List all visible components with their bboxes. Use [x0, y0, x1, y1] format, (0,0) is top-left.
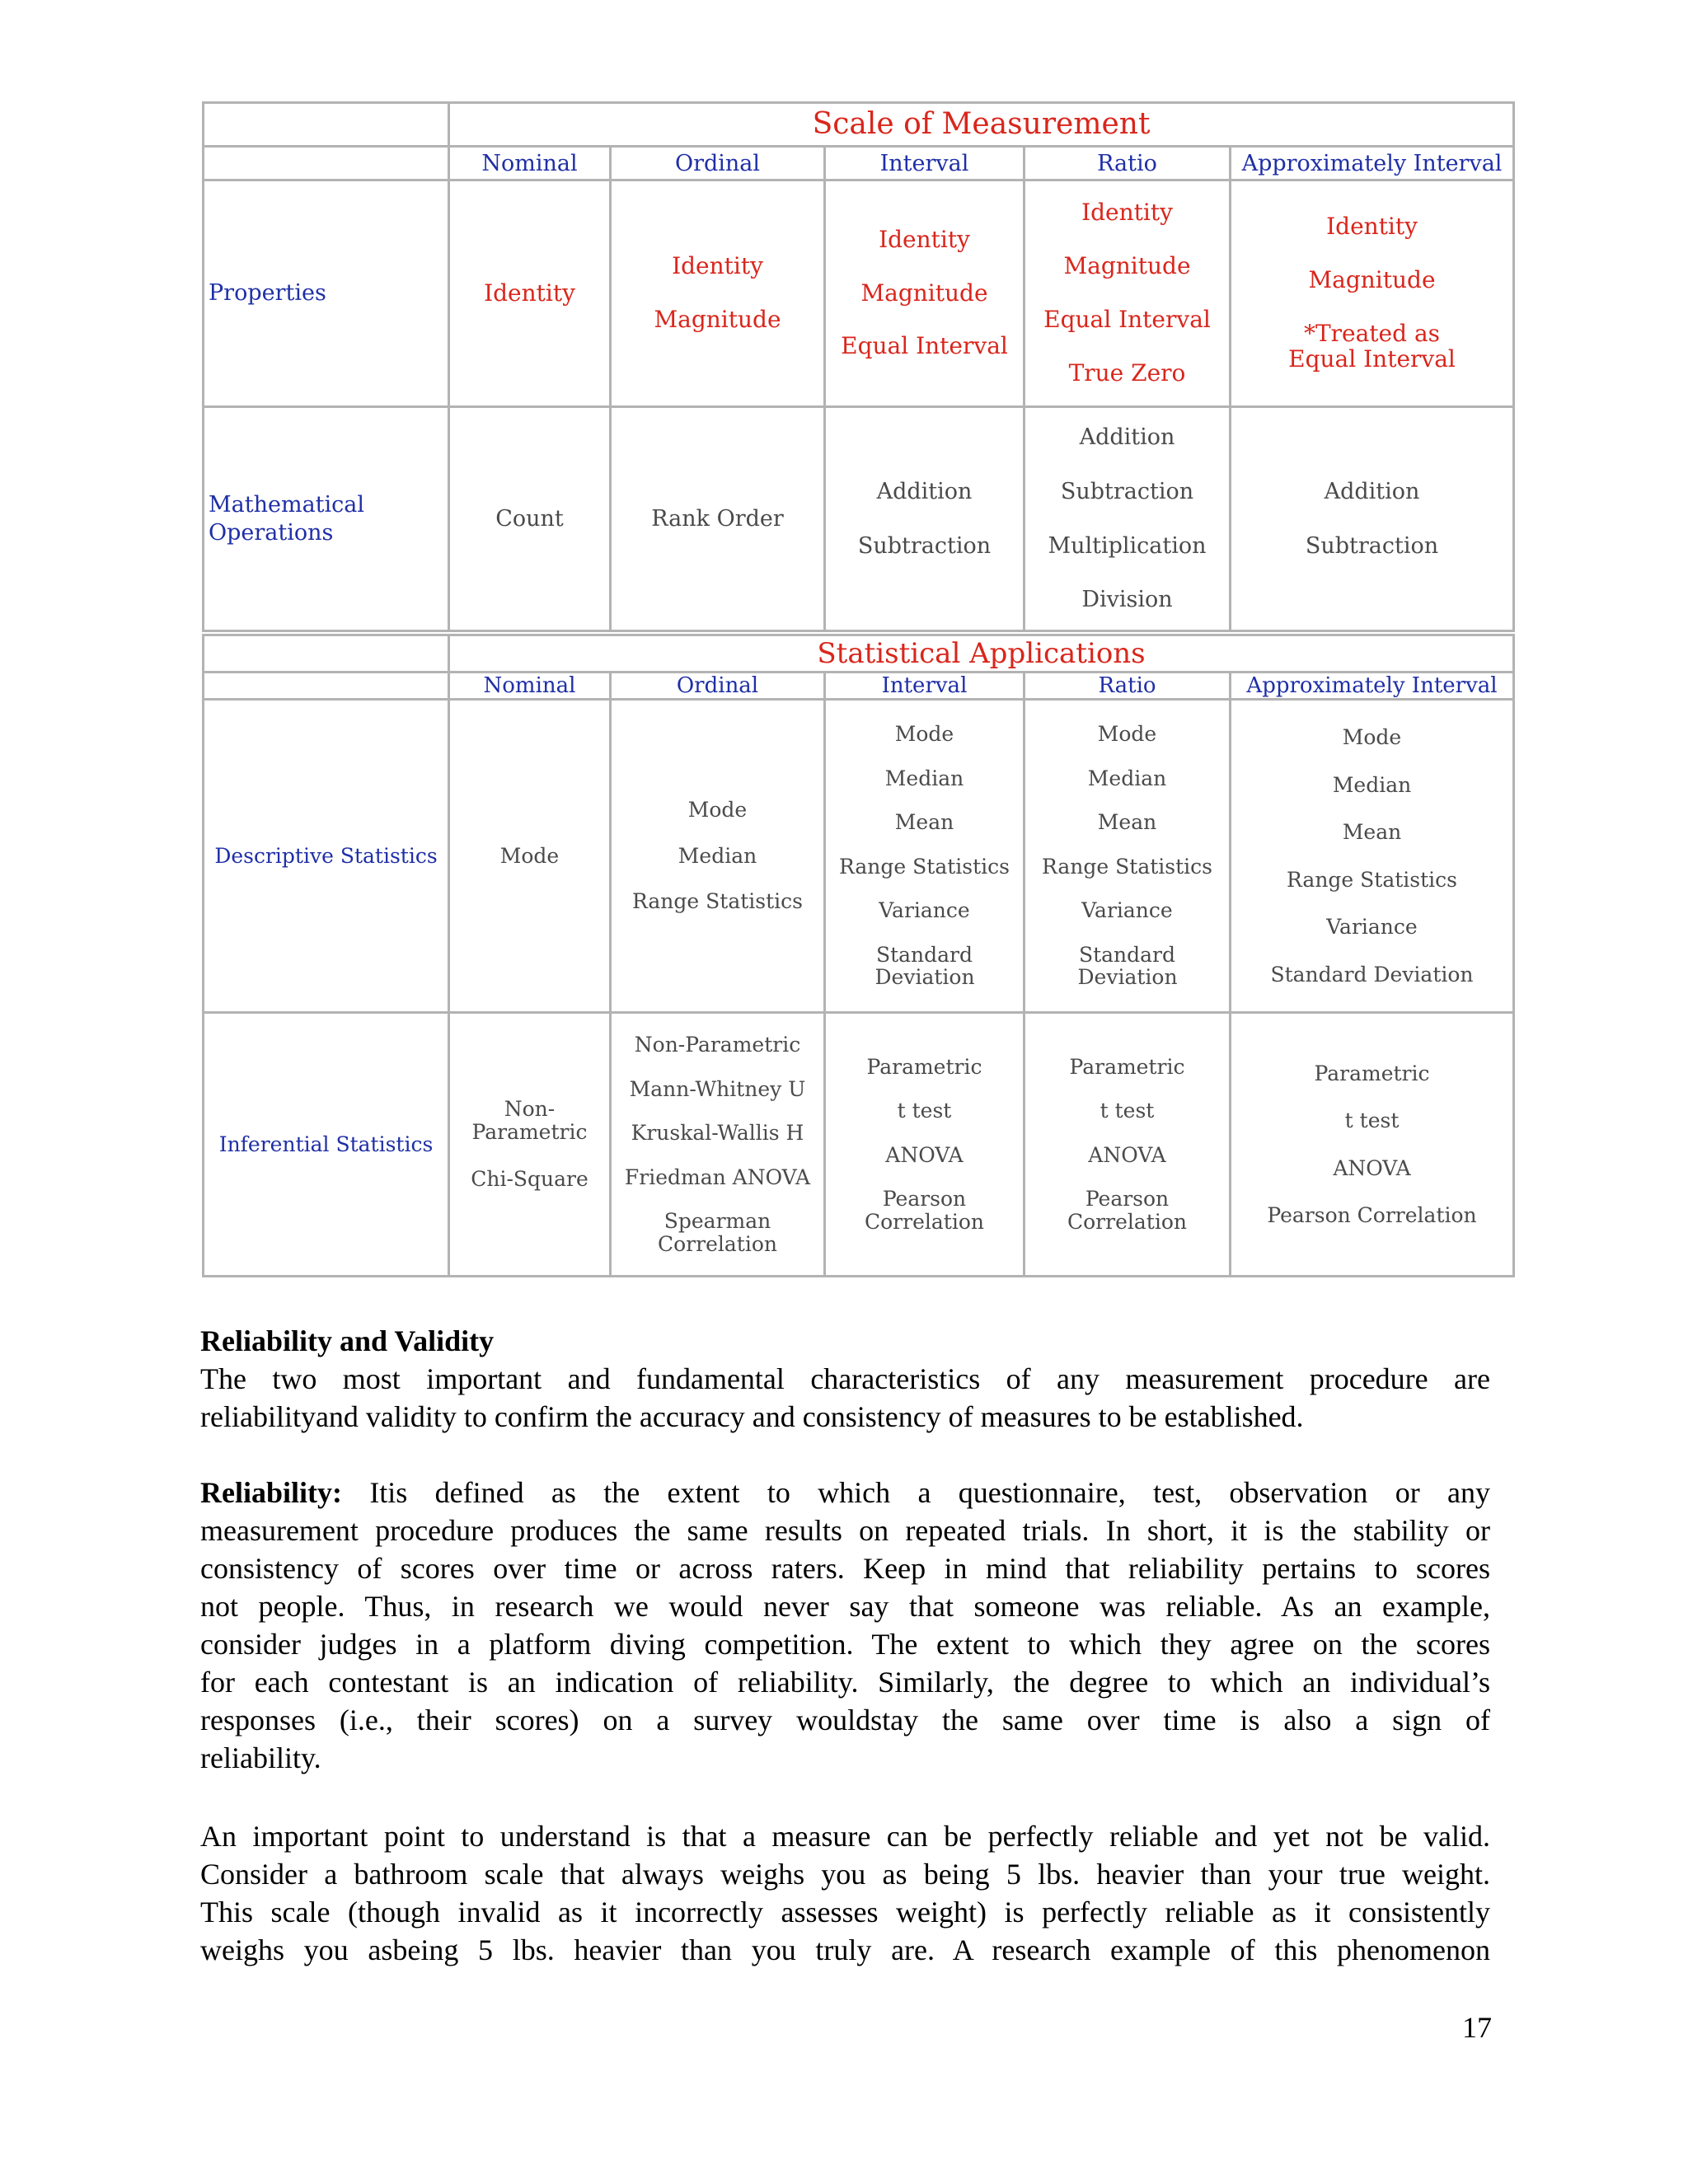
table-title: Scale of Measurement — [449, 103, 1514, 147]
cell-item: t test — [1100, 1099, 1155, 1123]
cell-item: Mean — [1097, 810, 1157, 835]
table-cell — [1231, 1013, 1514, 1277]
cell-item: Magnitude — [1063, 252, 1191, 280]
scale-of-measurement-table — [202, 101, 1515, 632]
column-header: Interval — [825, 673, 1025, 700]
page-number: 17 — [1462, 2011, 1492, 2044]
text-line: weighs you asbeing 5 lbs. heavier than you truly are. A research example of this phenomenon — [200, 1933, 1490, 1966]
text-line: An important point to understand is that a measure can be perfectly reliable and yet not be valid. — [200, 1820, 1490, 1853]
cell-item: Identity — [1081, 199, 1173, 227]
cell-item: Non-Parametric — [634, 1033, 801, 1057]
cell-item: Median — [678, 843, 757, 868]
table-row — [204, 407, 1514, 631]
cell-item: Pearson Correlation — [1267, 1203, 1477, 1227]
column-header: Ordinal — [611, 147, 825, 180]
cell-item: ANOVA — [885, 1142, 964, 1167]
cell-item: *Treated as Equal Interval — [1288, 320, 1456, 373]
section-heading: Reliability and Validity — [200, 1324, 495, 1357]
cell-item: Subtraction — [857, 532, 992, 559]
text-line: not people. Thus, in research we would never say that someone was reliable. As an example, — [200, 1590, 1490, 1623]
table-row — [204, 1013, 1514, 1277]
column-header: Interval — [825, 147, 1025, 180]
cell-item: Mean — [894, 810, 954, 835]
paragraph — [200, 1360, 1490, 1436]
table-cell — [449, 180, 611, 407]
text-line: reliability. — [200, 1741, 321, 1774]
text-line: reliabilityand validity to confirm the accuracy and consistency of measures to be established. — [200, 1400, 1304, 1433]
cell-item: Spearman Correlation — [658, 1209, 777, 1256]
table-cell — [1231, 180, 1514, 407]
table-cell — [1231, 407, 1514, 631]
cell-item: Kruskal-Wallis H — [631, 1121, 804, 1145]
cell-item: Multiplication — [1048, 532, 1207, 559]
table-cell — [825, 180, 1025, 407]
table-corner-cell — [204, 103, 449, 147]
paragraph — [200, 1817, 1490, 1969]
cell-item: Addition — [1324, 478, 1420, 504]
cell-item: Addition — [1079, 424, 1175, 451]
cell-item: Range Statistics — [1287, 867, 1457, 892]
text-line: consider judges in a platform diving competition. The extent to which they agree on the scores — [200, 1628, 1490, 1661]
statistical-applications-table — [202, 634, 1515, 1277]
cell-item: Chi-Square — [471, 1167, 588, 1192]
row-label: Descriptive Statistics — [204, 700, 449, 1013]
table-cell — [825, 700, 1025, 1013]
cell-item: Friedman ANOVA — [624, 1165, 811, 1189]
cell-item: Mode — [1097, 722, 1157, 747]
table-title: Statistical Applications — [449, 635, 1514, 673]
cell-item: Subtraction — [1060, 478, 1194, 504]
text-line — [200, 1474, 1490, 1511]
paragraph — [200, 1474, 1490, 1777]
table-cell — [449, 1013, 611, 1277]
table-cell — [825, 407, 1025, 631]
table-cell — [1231, 700, 1514, 1013]
text-line: consistency of scores over time or across raters. Keep in mind that reliability pertains to scores — [200, 1552, 1490, 1585]
column-header: Nominal — [449, 673, 611, 700]
cell-item: Variance — [1326, 915, 1418, 939]
cell-item: Parametric — [866, 1054, 982, 1079]
table-cell — [611, 1013, 825, 1277]
cell-item: Standard Deviation — [874, 942, 975, 990]
cell-item: Equal Interval — [841, 332, 1008, 360]
cell-item: Magnitude — [654, 306, 781, 333]
cell-item: Division — [1081, 587, 1173, 613]
table-cell — [449, 407, 611, 631]
table-cell — [1025, 180, 1231, 407]
text-line: responses (i.e., their scores) on a survey wouldstay the same over time is also a sign of — [200, 1704, 1490, 1736]
cell-item: Identity — [672, 252, 763, 280]
cell-item: Subtraction — [1305, 532, 1439, 559]
cell-item: Standard Deviation — [1270, 962, 1474, 987]
cell-item: Variance — [879, 898, 970, 923]
row-label: Inferential Statistics — [204, 1013, 449, 1277]
table-cell — [1025, 1013, 1231, 1277]
text-run: Itis defined as the extent to which a questionnaire, test, observation or any — [341, 1476, 1490, 1509]
cell-item: Pearson Correlation — [865, 1187, 984, 1234]
cell-item: Median — [1087, 766, 1167, 790]
cell-item: t test — [1344, 1108, 1400, 1132]
table-cell — [1025, 407, 1231, 631]
cell-item: Variance — [1081, 898, 1173, 923]
cell-item: Range Statistics — [839, 854, 1010, 879]
cell-item: Non-Parametric — [471, 1097, 588, 1144]
cell-item: Range Statistics — [632, 889, 803, 914]
cell-item: Identity — [879, 225, 970, 253]
table-row — [204, 180, 1514, 407]
cell-item: Mode — [687, 798, 748, 823]
header-corner-cell — [204, 147, 449, 180]
column-header: Ordinal — [611, 673, 825, 700]
cell-item: Parametric — [1314, 1061, 1430, 1085]
table-corner-cell — [204, 635, 449, 673]
term-label: Reliability: — [200, 1476, 342, 1509]
cell-item: Rank Order — [651, 505, 784, 532]
section-heading-block — [200, 1322, 1490, 1360]
cell-item: Magnitude — [860, 279, 988, 307]
table-cell — [611, 180, 825, 407]
cell-item: Equal Interval — [1043, 306, 1211, 333]
cell-item: Magnitude — [1308, 266, 1436, 294]
column-header: Ratio — [1025, 673, 1231, 700]
cell-item: Mode — [499, 843, 560, 868]
table-cell — [611, 700, 825, 1013]
text-line: The two most important and fundamental characteristics of any measurement procedure are — [200, 1362, 1490, 1395]
cell-item: Mann-Whitney U — [629, 1076, 806, 1101]
cell-item: Mean — [1342, 820, 1402, 844]
cell-item: Identity — [484, 279, 575, 307]
cell-item: t test — [897, 1099, 952, 1123]
cell-item: Identity — [1326, 213, 1418, 241]
cell-item: Median — [884, 766, 964, 790]
cell-item: Count — [495, 505, 564, 532]
cell-item: Range Statistics — [1042, 854, 1212, 879]
table-cell — [1025, 700, 1231, 1013]
column-header: Approximately Interval — [1231, 673, 1514, 700]
cell-item: ANOVA — [1333, 1155, 1411, 1180]
cell-item: Standard Deviation — [1077, 942, 1178, 990]
cell-item: Pearson Correlation — [1067, 1187, 1187, 1234]
column-header: Ratio — [1025, 147, 1231, 180]
table-cell — [611, 407, 825, 631]
row-label: Properties — [204, 180, 449, 407]
column-header: Approximately Interval — [1231, 147, 1514, 180]
table-row — [204, 700, 1514, 1013]
text-line: Consider a bathroom scale that always weighs you as being 5 lbs. heavier than your true weight. — [200, 1858, 1490, 1891]
table-cell — [825, 1013, 1025, 1277]
row-label: Mathematical Operations — [204, 407, 449, 631]
cell-item: Median — [1332, 772, 1412, 797]
header-corner-cell — [204, 673, 449, 700]
cell-item: ANOVA — [1088, 1142, 1166, 1167]
cell-item: Parametric — [1069, 1054, 1185, 1079]
table-cell — [449, 700, 611, 1013]
cell-item: True Zero — [1068, 359, 1186, 387]
cell-item: Addition — [876, 478, 973, 504]
text-line: for each contestant is an indication of reliability. Similarly, the degree to which an individual’s — [200, 1666, 1490, 1699]
column-header: Nominal — [449, 147, 611, 180]
cell-item: Mode — [1342, 725, 1402, 749]
text-line: measurement procedure produces the same results on repeated trials. In short, it is the stability or — [200, 1514, 1490, 1547]
text-line: This scale (though invalid as it incorrectly assesses weight) is perfectly reliable as it consistently — [200, 1896, 1490, 1929]
cell-item: Mode — [894, 722, 954, 747]
